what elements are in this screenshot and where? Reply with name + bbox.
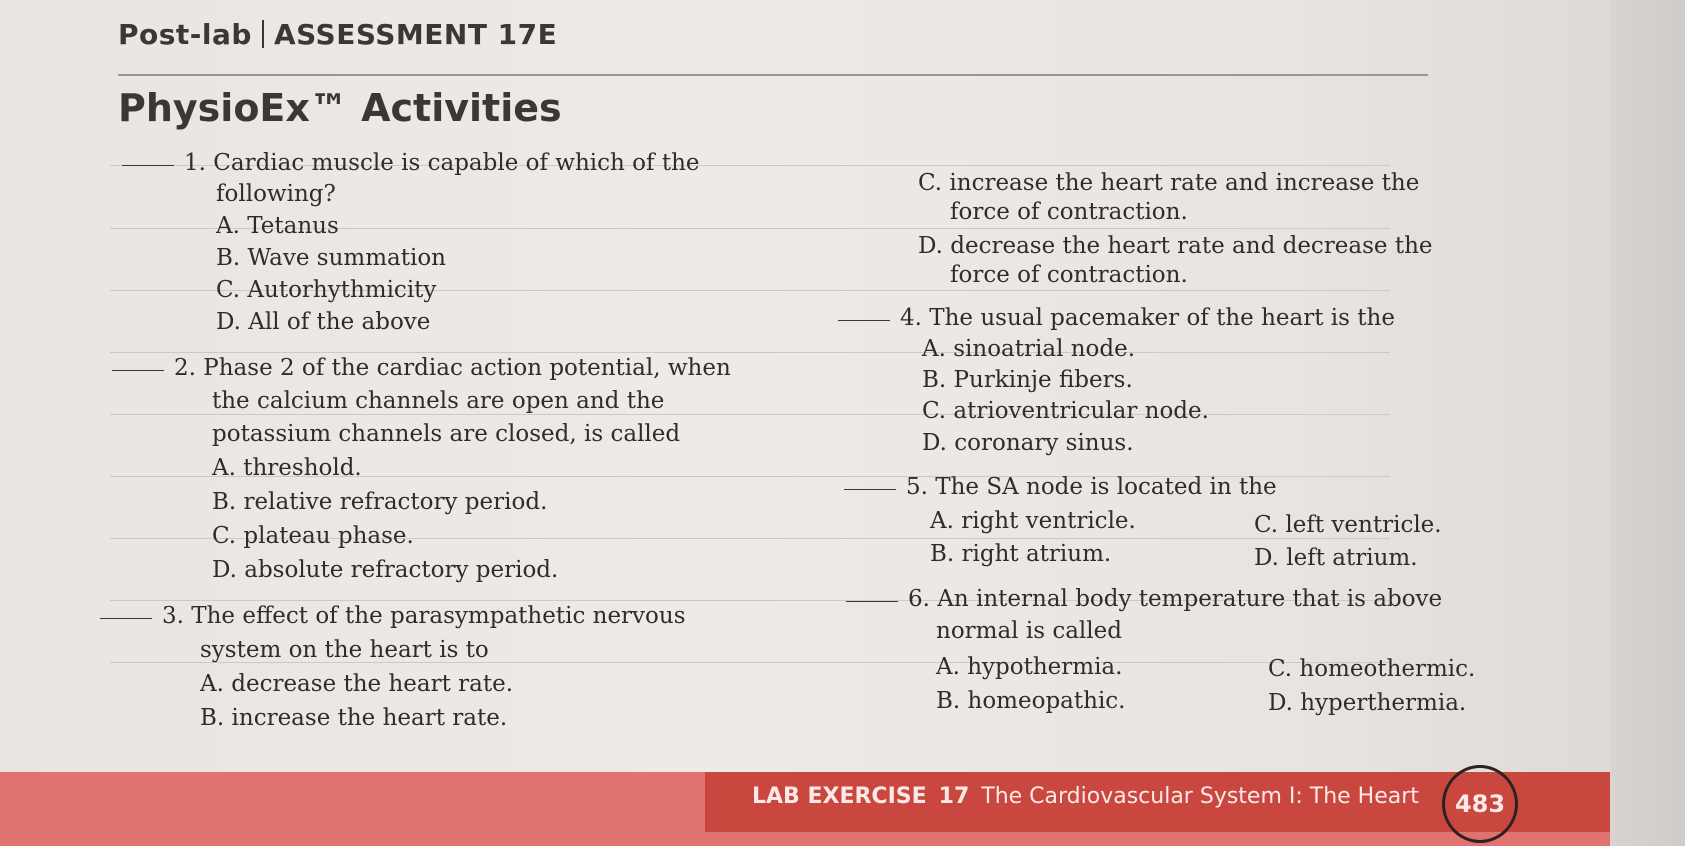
answer-blank[interactable] <box>838 320 890 321</box>
choice-c-continued: force of contraction. <box>950 199 1188 225</box>
answer-blank[interactable] <box>122 165 174 166</box>
answer-blank[interactable] <box>112 370 164 371</box>
page-edge-shadow <box>1610 0 1685 846</box>
chapter-title: The Cardiovascular System I: The Heart <box>981 784 1419 809</box>
question-number: 4. <box>900 305 922 331</box>
choice-b: B. Wave summation <box>216 245 446 271</box>
question-number: 6. <box>908 586 930 612</box>
footer-text <box>752 784 1419 809</box>
choice-c: C. homeothermic. <box>1268 656 1476 682</box>
question-number: 3. <box>162 603 184 629</box>
choice-d: D. left atrium. <box>1254 545 1418 571</box>
stem-line: An internal body temperature that is above <box>937 586 1443 612</box>
choice-a: A. right ventricle. <box>930 508 1136 534</box>
question-1-stem <box>122 150 700 176</box>
footer-band <box>0 772 1610 846</box>
assessment-header <box>118 18 557 51</box>
choice-a: A. Tetanus <box>216 213 339 239</box>
question-2-stem <box>112 355 731 381</box>
choice-c: C. Autorhythmicity <box>216 277 437 303</box>
stem-line: The SA node is located in the <box>935 474 1277 500</box>
choice-c: C. atrioventricular node. <box>922 398 1209 424</box>
question-4-stem <box>838 305 1395 331</box>
section-label: Post-lab <box>118 18 252 51</box>
choice-a: A. threshold. <box>212 455 362 481</box>
stem-line: normal is called <box>936 618 1122 644</box>
choice-b: B. Purkinje fibers. <box>922 367 1133 393</box>
page-number: 483 <box>1442 765 1518 843</box>
lab-number: 17 <box>938 784 970 809</box>
choice-d: D. All of the above <box>216 309 431 335</box>
choice-d: D. absolute refractory period. <box>212 557 559 583</box>
choice-d: D. decrease the heart rate and decrease the <box>918 233 1433 259</box>
choice-c: C. left ventricle. <box>1254 512 1442 538</box>
choice-b: B. increase the heart rate. <box>200 705 508 731</box>
choice-c: C. increase the heart rate and increase the <box>918 170 1420 196</box>
question-6-stem <box>846 586 1442 612</box>
question-5-stem <box>844 474 1277 500</box>
stem-line: potassium channels are closed, is called <box>212 421 681 447</box>
question-number: 2. <box>174 355 196 381</box>
answer-blank[interactable] <box>844 489 896 490</box>
stem-line: the calcium channels are open and the <box>212 388 665 414</box>
answer-blank[interactable] <box>100 618 152 619</box>
stem-line: Cardiac muscle is capable of which of the <box>213 150 700 176</box>
page-title: PhysioEx™ Activities <box>118 86 562 130</box>
answer-blank[interactable] <box>846 601 898 602</box>
stem-line: The usual pacemaker of the heart is the <box>929 305 1395 331</box>
question-number: 5. <box>906 474 928 500</box>
choice-b: B. relative refractory period. <box>212 489 548 515</box>
choice-d: D. coronary sinus. <box>922 430 1134 456</box>
choice-b: B. right atrium. <box>930 541 1112 567</box>
choice-a: A. hypothermia. <box>936 654 1123 680</box>
choice-d-continued: force of contraction. <box>950 262 1188 288</box>
choice-c: C. plateau phase. <box>212 523 414 549</box>
stem-line: system on the heart is to <box>200 637 489 663</box>
stem-line: The effect of the parasympathetic nervous <box>191 603 686 629</box>
faint-rule <box>110 352 1390 353</box>
choice-d: D. hyperthermia. <box>1268 690 1467 716</box>
choice-a: A. decrease the heart rate. <box>200 671 514 697</box>
question-3-stem <box>100 603 686 629</box>
header-divider <box>262 20 264 48</box>
choice-a: A. sinoatrial node. <box>922 336 1136 362</box>
choice-b: B. homeopathic. <box>936 688 1126 714</box>
stem-line: following? <box>216 181 336 207</box>
lab-label: LAB EXERCISE <box>752 784 927 809</box>
stem-line: Phase 2 of the cardiac action potential, when <box>203 355 731 381</box>
question-number: 1. <box>184 150 206 176</box>
header-rule <box>118 74 1428 76</box>
assessment-label: ASSESSMENT 17E <box>273 18 558 51</box>
